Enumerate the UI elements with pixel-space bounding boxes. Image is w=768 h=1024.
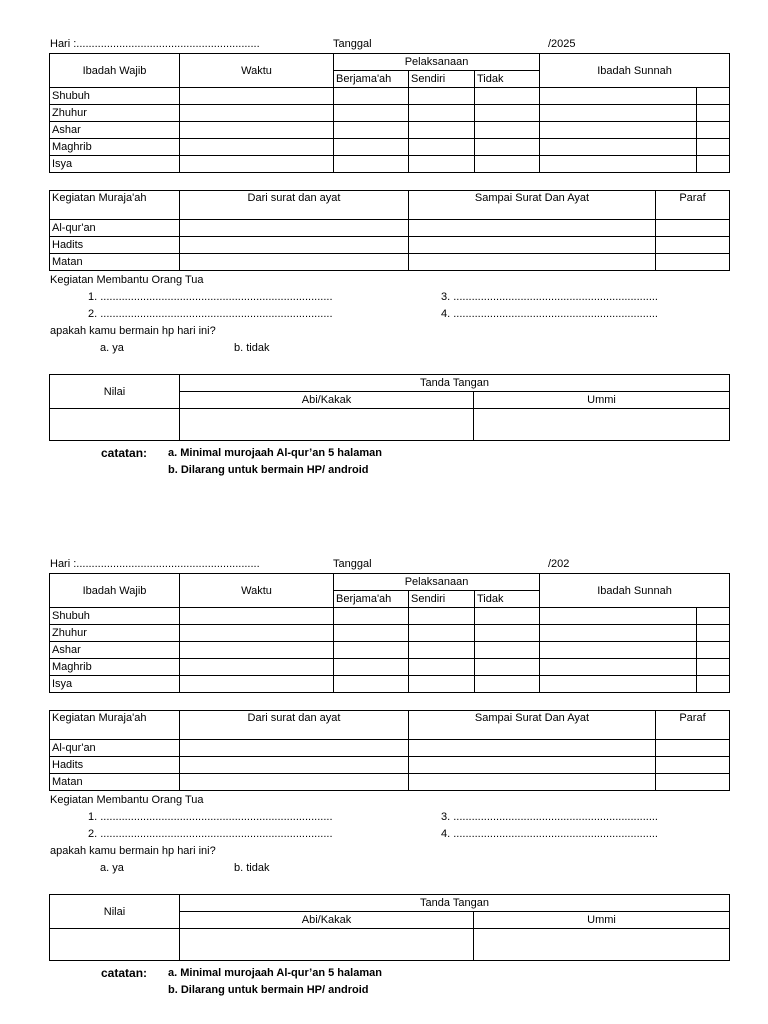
membantu-item-4[interactable]: 4. ...................................................................	[441, 308, 658, 320]
year-label: /202	[548, 558, 570, 570]
hp-question: apakah kamu bermain hp hari ini?	[50, 845, 216, 857]
input-cell[interactable]	[334, 105, 409, 122]
col-ibadah-wajib: Ibadah Wajib	[50, 574, 180, 608]
input-cell[interactable]	[475, 139, 540, 156]
membantu-item-1[interactable]: 1. ............................................................................	[88, 811, 333, 823]
input-cell[interactable]	[180, 740, 409, 757]
input-cell[interactable]	[409, 88, 475, 105]
input-cell[interactable]	[540, 642, 697, 659]
ummi-signature-field[interactable]	[474, 929, 730, 961]
abi-signature-field[interactable]	[180, 929, 474, 961]
year-label: /2025	[548, 38, 576, 50]
col-berjamaah: Berjama'ah	[334, 591, 409, 608]
row-label-alquran: Al-qur'an	[50, 220, 180, 237]
input-cell[interactable]	[475, 608, 540, 625]
murajaah-table	[49, 190, 730, 271]
input-cell[interactable]	[475, 659, 540, 676]
input-cell[interactable]	[540, 659, 697, 676]
ummi-signature-field[interactable]	[474, 409, 730, 441]
membantu-item-2[interactable]: 2. ............................................................................	[88, 828, 333, 840]
tanggal-label: Tanggal	[333, 38, 372, 50]
hari-field[interactable]: Hari :............................................................	[50, 558, 260, 570]
input-cell[interactable]	[180, 642, 334, 659]
membantu-item-2[interactable]: 2. ............................................................................	[88, 308, 333, 320]
input-cell[interactable]	[180, 139, 334, 156]
option-tidak[interactable]: b. tidak	[234, 342, 270, 354]
input-cell[interactable]	[409, 237, 656, 254]
nilai-label: Nilai	[50, 375, 180, 409]
col-kegiatan-murajaah: Kegiatan Muraja'ah	[50, 711, 180, 740]
catatan-label: catatan:	[101, 966, 148, 980]
input-cell[interactable]	[697, 88, 730, 105]
input-cell[interactable]	[334, 608, 409, 625]
row-label-shubuh: Shubuh	[50, 88, 180, 105]
col-waktu: Waktu	[180, 54, 334, 88]
input-cell[interactable]	[656, 254, 730, 271]
input-cell[interactable]	[409, 254, 656, 271]
table-row	[50, 676, 730, 693]
row-label-zhuhur: Zhuhur	[50, 105, 180, 122]
input-cell[interactable]	[409, 105, 475, 122]
table-row	[50, 88, 730, 105]
input-cell[interactable]	[334, 139, 409, 156]
input-cell[interactable]	[180, 105, 334, 122]
col-pelaksanaan: Pelaksanaan	[334, 54, 540, 71]
input-cell[interactable]	[475, 156, 540, 173]
table-row	[50, 122, 730, 139]
row-label-ashar: Ashar	[50, 122, 180, 139]
catatan-item-a: a. Minimal murojaah Al-qur’an 5 halaman	[168, 967, 382, 979]
table-row	[50, 774, 730, 791]
input-cell[interactable]	[697, 139, 730, 156]
row-label-ashar: Ashar	[50, 642, 180, 659]
row-label-maghrib: Maghrib	[50, 659, 180, 676]
row-label-alquran: Al-qur'an	[50, 740, 180, 757]
col-pelaksanaan: Pelaksanaan	[334, 574, 540, 591]
input-cell[interactable]	[180, 254, 409, 271]
row-label-isya: Isya	[50, 156, 180, 173]
input-cell[interactable]	[540, 105, 697, 122]
table-row	[50, 105, 730, 122]
input-cell[interactable]	[656, 757, 730, 774]
input-cell[interactable]	[697, 625, 730, 642]
input-cell[interactable]	[475, 105, 540, 122]
table-row	[50, 740, 730, 757]
input-cell[interactable]	[540, 676, 697, 693]
input-cell[interactable]	[409, 156, 475, 173]
abi-kakak-label: Abi/Kakak	[180, 912, 474, 929]
input-cell[interactable]	[475, 122, 540, 139]
input-cell[interactable]	[540, 88, 697, 105]
input-cell[interactable]	[409, 740, 656, 757]
input-cell[interactable]	[475, 642, 540, 659]
input-cell[interactable]	[334, 88, 409, 105]
input-cell[interactable]	[409, 642, 475, 659]
row-label-isya: Isya	[50, 676, 180, 693]
tanda-tangan-label: Tanda Tangan	[180, 375, 730, 392]
input-cell[interactable]	[540, 122, 697, 139]
row-label-hadits: Hadits	[50, 237, 180, 254]
murajaah-table	[49, 710, 730, 791]
option-ya[interactable]: a. ya	[100, 862, 124, 874]
membantu-item-3[interactable]: 3. ...................................................................	[441, 811, 658, 823]
hp-question: apakah kamu bermain hp hari ini?	[50, 325, 216, 337]
table-row	[50, 659, 730, 676]
membantu-title: Kegiatan Membantu Orang Tua	[50, 794, 204, 806]
ibadah-table	[49, 573, 730, 693]
input-cell[interactable]	[180, 156, 334, 173]
input-cell[interactable]	[180, 659, 334, 676]
table-row	[50, 625, 730, 642]
table-row	[50, 220, 730, 237]
input-cell[interactable]	[409, 122, 475, 139]
col-sendiri: Sendiri	[409, 71, 475, 88]
input-cell[interactable]	[697, 156, 730, 173]
input-cell[interactable]	[409, 676, 475, 693]
input-cell[interactable]	[180, 608, 334, 625]
membantu-item-4[interactable]: 4. ...................................................................	[441, 828, 658, 840]
input-cell[interactable]	[180, 220, 409, 237]
col-sampai-surat: Sampai Surat Dan Ayat	[409, 191, 656, 220]
table-row	[50, 237, 730, 254]
input-cell[interactable]	[334, 676, 409, 693]
input-cell[interactable]	[409, 220, 656, 237]
signature-table	[49, 894, 730, 961]
input-cell[interactable]	[475, 625, 540, 642]
col-berjamaah: Berjama'ah	[334, 71, 409, 88]
input-cell[interactable]	[409, 625, 475, 642]
col-paraf: Paraf	[656, 711, 730, 740]
input-cell[interactable]	[540, 625, 697, 642]
row-label-zhuhur: Zhuhur	[50, 625, 180, 642]
input-cell[interactable]	[180, 237, 409, 254]
table-row	[50, 254, 730, 271]
membantu-title: Kegiatan Membantu Orang Tua	[50, 274, 204, 286]
input-cell[interactable]	[334, 156, 409, 173]
input-cell[interactable]	[475, 676, 540, 693]
nilai-label: Nilai	[50, 895, 180, 929]
col-ibadah-wajib: Ibadah Wajib	[50, 54, 180, 88]
ibadah-table	[49, 53, 730, 173]
col-tidak: Tidak	[475, 71, 540, 88]
row-label-hadits: Hadits	[50, 757, 180, 774]
input-cell[interactable]	[180, 774, 409, 791]
col-sampai-surat: Sampai Surat Dan Ayat	[409, 711, 656, 740]
input-cell[interactable]	[656, 220, 730, 237]
col-dari-surat: Dari surat dan ayat	[180, 711, 409, 740]
option-tidak[interactable]: b. tidak	[234, 862, 270, 874]
input-cell[interactable]	[180, 88, 334, 105]
col-sendiri: Sendiri	[409, 591, 475, 608]
hari-field[interactable]: Hari :............................................................	[50, 38, 260, 50]
input-cell[interactable]	[334, 659, 409, 676]
input-cell[interactable]	[409, 757, 656, 774]
input-cell[interactable]	[409, 774, 656, 791]
option-ya[interactable]: a. ya	[100, 342, 124, 354]
input-cell[interactable]	[697, 642, 730, 659]
input-cell[interactable]	[334, 122, 409, 139]
table-row	[50, 139, 730, 156]
input-cell[interactable]	[180, 122, 334, 139]
row-label-matan: Matan	[50, 254, 180, 271]
input-cell[interactable]	[540, 139, 697, 156]
nilai-input[interactable]	[50, 409, 180, 441]
ummi-label: Ummi	[474, 912, 730, 929]
row-label-matan: Matan	[50, 774, 180, 791]
input-cell[interactable]	[409, 139, 475, 156]
membantu-item-1[interactable]: 1. ............................................................................	[88, 291, 333, 303]
row-label-maghrib: Maghrib	[50, 139, 180, 156]
table-row	[50, 757, 730, 774]
col-tidak: Tidak	[475, 591, 540, 608]
input-cell[interactable]	[656, 237, 730, 254]
input-cell[interactable]	[656, 774, 730, 791]
abi-kakak-label: Abi/Kakak	[180, 392, 474, 409]
input-cell[interactable]	[409, 659, 475, 676]
catatan-item-b: b. Dilarang untuk bermain HP/ android	[168, 984, 369, 996]
input-cell[interactable]	[540, 608, 697, 625]
tanda-tangan-label: Tanda Tangan	[180, 895, 730, 912]
input-cell[interactable]	[540, 156, 697, 173]
input-cell[interactable]	[334, 625, 409, 642]
col-waktu: Waktu	[180, 574, 334, 608]
input-cell[interactable]	[697, 659, 730, 676]
input-cell[interactable]	[180, 757, 409, 774]
col-ibadah-sunnah: Ibadah Sunnah	[540, 574, 730, 608]
input-cell[interactable]	[656, 740, 730, 757]
catatan-label: catatan:	[101, 446, 148, 460]
input-cell[interactable]	[334, 642, 409, 659]
catatan-item-a: a. Minimal murojaah Al-qur’an 5 halaman	[168, 447, 382, 459]
input-cell[interactable]	[180, 676, 334, 693]
signature-table	[49, 374, 730, 441]
row-label-shubuh: Shubuh	[50, 608, 180, 625]
ummi-label: Ummi	[474, 392, 730, 409]
col-paraf: Paraf	[656, 191, 730, 220]
membantu-item-3[interactable]: 3. ...................................................................	[441, 291, 658, 303]
input-cell[interactable]	[180, 625, 334, 642]
nilai-input[interactable]	[50, 929, 180, 961]
table-row	[50, 608, 730, 625]
table-row	[50, 642, 730, 659]
abi-signature-field[interactable]	[180, 409, 474, 441]
input-cell[interactable]	[697, 676, 730, 693]
col-dari-surat: Dari surat dan ayat	[180, 191, 409, 220]
table-row	[50, 156, 730, 173]
input-cell[interactable]	[697, 105, 730, 122]
input-cell[interactable]	[475, 88, 540, 105]
col-kegiatan-murajaah: Kegiatan Muraja'ah	[50, 191, 180, 220]
input-cell[interactable]	[697, 608, 730, 625]
catatan-item-b: b. Dilarang untuk bermain HP/ android	[168, 464, 369, 476]
input-cell[interactable]	[697, 122, 730, 139]
tanggal-label: Tanggal	[333, 558, 372, 570]
input-cell[interactable]	[409, 608, 475, 625]
col-ibadah-sunnah: Ibadah Sunnah	[540, 54, 730, 88]
